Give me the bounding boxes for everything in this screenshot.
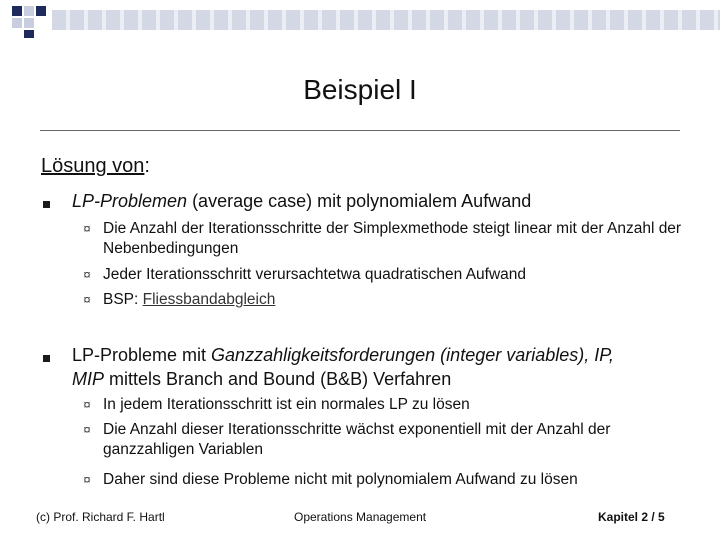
item-line-2: [72, 367, 692, 391]
item-line-1: [72, 343, 692, 367]
checkbox-bullet-icon: ¤: [83, 397, 91, 412]
checkbox-bullet-icon: ¤: [83, 422, 91, 437]
item-italic: LP-Problemen: [72, 191, 188, 211]
footer-author: (c) Prof. Richard F. Hartl: [36, 510, 165, 524]
fliessbandabgleich-link[interactable]: Fliessbandabgleich: [142, 291, 276, 308]
footer-course: Operations Management: [294, 510, 427, 524]
deco-square: [24, 18, 34, 28]
checkbox-bullet-icon: ¤: [83, 267, 91, 282]
square-bullet-icon: [43, 201, 50, 208]
deco-square: [12, 6, 22, 16]
item-text: LP-Probleme mit: [72, 345, 212, 365]
sub-list-item: Daher sind diese Probleme nicht mit polynomialem Aufwand zu lösen: [103, 471, 578, 488]
subtitle-underlined: Lösung von: [41, 155, 145, 177]
page-title: Beispiel I: [303, 74, 417, 105]
header-decoration: [0, 0, 720, 40]
sub-list-item: Jeder Iterationsschritt verursachtetwa quadratischen Aufwand: [103, 266, 527, 283]
sub-item-prefix: BSP:: [103, 291, 143, 308]
item-italic: Ganzzahligkeitsforderungen (integer variables), IP,: [211, 345, 614, 365]
sub-list-item: In jedem Iterationsschritt ist ein normales LP zu lösen: [103, 396, 470, 413]
checkbox-bullet-icon: ¤: [83, 221, 91, 236]
list-item: [72, 189, 692, 213]
deco-square: [24, 30, 34, 38]
subtitle: [41, 155, 150, 178]
footer-page: Kapitel 2 / 5: [598, 510, 665, 524]
subtitle-colon: :: [144, 155, 150, 177]
sub-list-item: Die Anzahl dieser Iterationsschritte wächst exponentiell mit der Anzahl der ganzzahligen Variablen: [103, 421, 611, 458]
checkbox-bullet-icon: ¤: [83, 292, 91, 307]
deco-square: [36, 6, 46, 16]
item-text: mittels Branch and Bound (B&B) Verfahren: [104, 369, 452, 389]
square-bullet-icon: [43, 355, 50, 362]
deco-strip: [52, 10, 720, 30]
list-item: [72, 343, 692, 391]
deco-square: [24, 6, 34, 16]
checkbox-bullet-icon: ¤: [83, 472, 91, 487]
item-text: (average case) mit polynomialem Aufwand: [187, 191, 532, 211]
sub-list-item: Die Anzahl der Iterationsschritte der Simplexmethode steigt linear mit der Anzahl der Nebenbedingungen: [103, 220, 682, 257]
deco-square: [12, 18, 22, 28]
sub-list-item: [103, 290, 693, 310]
title-divider: [40, 130, 680, 131]
item-italic: MIP: [72, 369, 105, 389]
